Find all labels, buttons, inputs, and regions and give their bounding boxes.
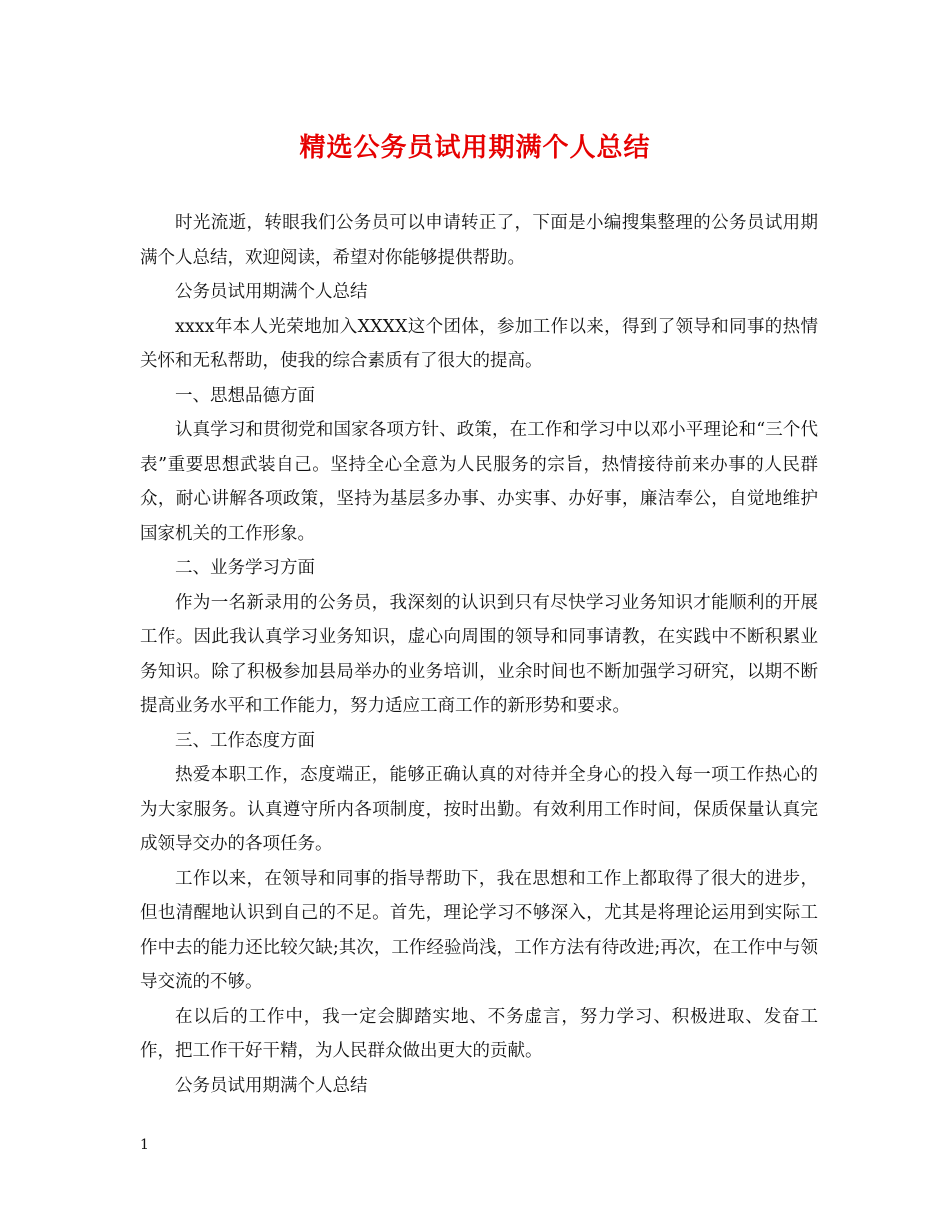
body-paragraph: 认真学习和贯彻党和国家各项方针、政策，在工作和学习中以邓小平理论和“三个代表”重要思想武装自己。坚持全心全意为人民服务的宗旨，热情接待前来办事的人民群众，耐心讲解各项政策，坚持为基层多办事、办实事、办好事，廉洁奉公，自觉地维护国家机关的工作形象。 (140, 420, 818, 544)
body-paragraph: 作为一名新录用的公务员，我深刻的认识到只有尽快学习业务知识才能顺利的开展工作。因此我认真学习业务知识，虚心向周围的领导和同事请教，在实践中不断积累业务知识。除了积极参加县局举办的业务培训，业余时间也不断加强学习研究，以期不断提高业务水平和工作能力，努力适应工商工作的新形势和要求。 (140, 592, 818, 716)
subtitle-paragraph: 公务员试用期满个人总结 (175, 1075, 368, 1096)
document-body (140, 206, 818, 1103)
body-paragraph: 在以后的工作中，我一定会脚踏实地、不务虚言，努力学习、积极进取、发奋工作，把工作干好干精，为人民群众做出更大的贡献。 (140, 1006, 818, 1061)
section-heading: 三、工作态度方面 (175, 730, 315, 751)
body-paragraph: 工作以来，在领导和同事的指导帮助下，我在思想和工作上都取得了很大的进步，但也清醒地认识到自己的不足。首先，理论学习不够深入，尤其是将理论运用到实际工作中去的能力还比较欠缺;其次，工作经验尚浅，工作方法有待改进;再次，在工作中与领导交流的不够。 (140, 868, 818, 992)
intro-paragraph: 时光流逝，转眼我们公务员可以申请转正了，下面是小编搜集整理的公务员试用期满个人总结，欢迎阅读，希望对你能够提供帮助。 (140, 213, 818, 268)
section-heading: 一、思想品德方面 (175, 385, 315, 406)
body-paragraph: xxxx年本人光荣地加入XXXX这个团体，参加工作以来，得到了领导和同事的热情关怀和无私帮助，使我的综合素质有了很大的提高。 (140, 316, 818, 371)
body-paragraph: 热爱本职工作，态度端正，能够正确认真的对待并全身心的投入每一项工作热心的为大家服务。认真遵守所内各项制度，按时出勤。有效利用工作时间，保质保量认真完成领导交办的各项任务。 (140, 765, 818, 854)
section-heading: 二、业务学习方面 (175, 558, 315, 578)
document-title: 精选公务员试用期满个人总结 (299, 133, 651, 163)
page-number: 1 (140, 1137, 149, 1153)
subtitle-paragraph: 公务员试用期满个人总结 (175, 282, 368, 302)
